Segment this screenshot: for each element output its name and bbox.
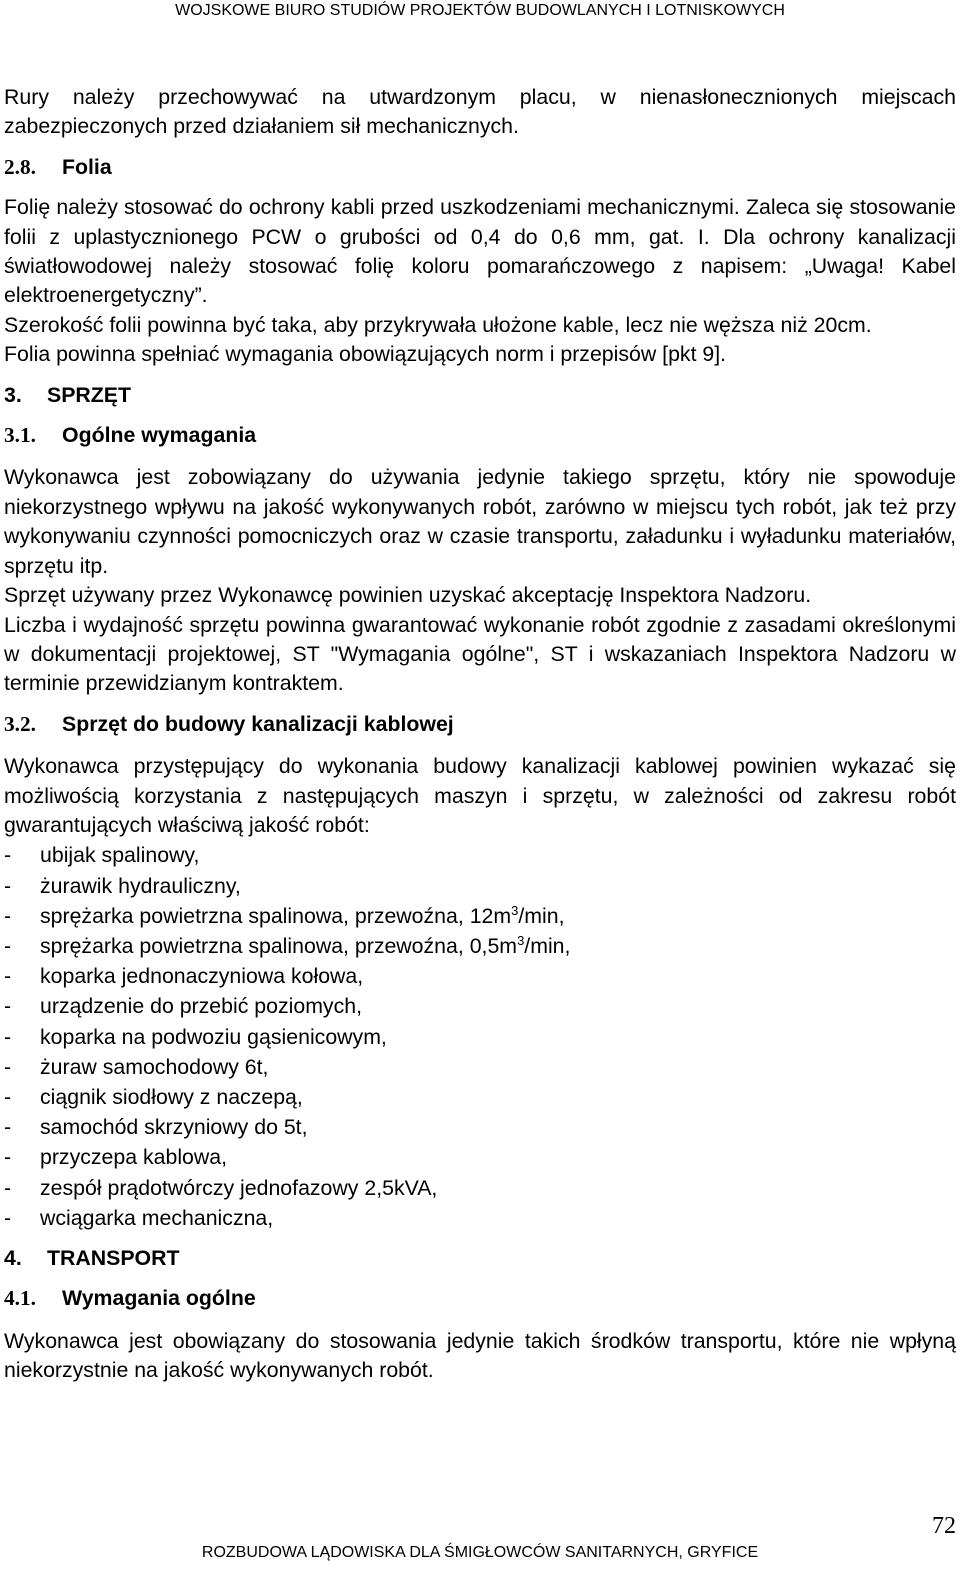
running-footer: ROZBUDOWA LĄDOWISKA DLA ŚMIGŁOWCÓW SANITARNYCH, GRYFICE [201,1544,759,1561]
running-header: WOJSKOWE BIURO STUDIÓW PROJEKTÓW BUDOWLANYCH I LOTNISKOWYCH [175,2,785,19]
section-4-1-heading [4,1284,956,1313]
list-item: - zespół prądotwórczy jednofazowy 2,5kVA, [4,1173,956,1203]
list-item: - sprężarka powietrzna spalinowa, przewoźna, $12m^3/\min$, [4,901,956,931]
document-body [4,83,956,1386]
section-title: Wymagania ogólne [62,1286,256,1311]
equipment-general-paragraph-1: Wykonawca jest zobowiązany do używania jedynie takiego sprzętu, który nie spowoduje niekorzystnego wpływu na jakość wykonywanych robót, zarówno w miejscu tych robót, jak też przy wykonywaniu czynności pomocniczych oraz w czasie transportu, załadunku i wyładunku materiałów, sprzętu itp. [4,465,956,578]
superscript: 3 [511,902,519,918]
section-2-8-heading [4,153,956,182]
list-item: - urządzenie do przebić poziomych, [4,991,956,1021]
section-number: 4. [4,1245,22,1270]
equipment-list [4,840,956,1233]
list-item: - koparka jednonaczyniowa kołowa, [4,961,956,991]
cable-duct-equipment-intro: Wykonawca przystępujący do wykonania budowy kanalizacji kablowej powinien wykazać się możliwością korzystania z następujących maszyn i sprzętu, w zależności od zakresu robót gwarantujących właściwą jakość robót: [4,754,956,837]
page-number: 72 [932,1513,956,1539]
section-number: 2.8. [4,154,36,179]
section-3-2-heading [4,710,956,739]
pipe-storage-paragraph: Rury należy przechowywać na utwardzonym placu, w nienasłonecznionych miejscach zabezpieczonych przed działaniem sił mechanicznych. [4,85,956,139]
list-item: - koparka na podwoziu gąsienicowym, [4,1022,956,1052]
list-item: - sprężarka powietrzna spalinowa, przewoźna, $0,5m^3/\min$, [4,931,956,961]
section-3-heading [4,381,956,410]
section-title: Sprzęt do budowy kanalizacji kablowej [62,711,454,736]
section-4-heading [4,1244,956,1273]
section-number: 3. [4,382,22,407]
foil-paragraph-3: Folia powinna spełniać wymagania obowiązujących norm i przepisów [pkt 9]. [4,342,727,367]
list-item: - żurawik hydrauliczny, [4,871,956,901]
equipment-general-paragraph-2: Sprzęt używany przez Wykonawcę powinien uzyskać akceptację Inspektora Nadzoru. [4,583,812,608]
section-title: TRANSPORT [47,1245,180,1270]
section-title: SPRZĘT [47,382,132,407]
foil-paragraph-1: Folię należy stosować do ochrony kabli przed uszkodzeniami mechanicznymi. Zaleca się stosowanie folii z uplastycznionego PCW o grubości od 0,4 do 0,6 mm, gat. I. Dla ochrony kanalizacji światłowodowej należy stosować folię koloru pomarańczowego z napisem: „Uwaga! Kabel elektroenergetyczny”. [4,195,956,308]
transport-general-paragraph: Wykonawca jest obowiązany do stosowania jedynie takich środków transportu, które nie wpłyną niekorzystnie na jakość wykonywanych robót. [4,1328,956,1383]
list-item: - wciągarka mechaniczna, [4,1203,956,1233]
list-item: - ciągnik siodłowy z naczepą, [4,1082,956,1112]
list-item: - samochód skrzyniowy do 5t, [4,1112,956,1142]
section-number: 3.1. [4,423,36,448]
list-item: - ubijak spalinowy, [4,840,956,870]
list-item: - przyczepa kablowa, [4,1142,956,1172]
section-title: Folia [62,154,112,179]
list-item: - żuraw samochodowy 6t, [4,1052,956,1082]
section-number: 3.2. [4,711,36,736]
section-3-1-heading [4,421,956,450]
section-title: Ogólne wymagania [62,423,257,448]
superscript: 3 [517,932,525,948]
foil-paragraph-2: Szerokość folii powinna być taka, aby przykrywała ułożone kable, lecz nie węższa niż 20cm. [4,312,872,337]
section-number: 4.1. [4,1286,36,1311]
equipment-general-paragraph-3: Liczba i wydajność sprzętu powinna gwarantować wykonanie robót zgodnie z zasadami określonymi w dokumentacji projektowej, ST "Wymagania ogólne", ST i wskazaniach Inspektora Nadzoru w terminie przewidzianym kontraktem. [4,612,956,696]
